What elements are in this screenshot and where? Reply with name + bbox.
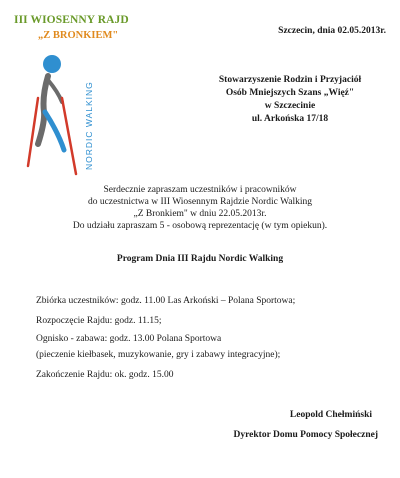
logo-title: III WIOSENNY RAJD (14, 14, 129, 26)
recipient-line: w Szczecinie (264, 101, 316, 111)
program-title: Program Dnia III Rajdu Nordic Walking (116, 254, 284, 264)
walking-pole-2 (28, 98, 38, 166)
invitation-line: „Z Bronkiem" w dniu 22.05.2013r. (133, 209, 267, 219)
invitation-line: Serdecznie zapraszam uczestników i pracowników (103, 185, 297, 195)
walker-arm (48, 80, 62, 102)
date-line: Szczecin, dnia 02.05.2013r. (278, 26, 386, 36)
recipient-address (200, 74, 380, 126)
program-item: Zbiórka uczestników: godz. 11.00 Las Arkoński – Polana Sportowa; (36, 296, 296, 306)
walker-head (43, 55, 61, 73)
recipient-line: Osób Mniejszych Szans „Więź" (225, 88, 355, 98)
signature-name: Leopold Chełmiński (289, 410, 372, 420)
walker-leg (45, 112, 64, 150)
recipient-line: ul. Arkońska 17/18 (251, 114, 329, 124)
invitation-line: do uczestnictwa w III Wiosennym Rajdzie Nordic Walking (87, 197, 313, 207)
program-item: Rozpoczęcie Rajdu: godz. 11.15; (36, 316, 162, 326)
program-item: Zakończenie Rajdu: ok. godz. 15.00 (36, 370, 174, 380)
invitation-line: Do udziału zapraszam 5 - osobową reprezentację (w tym opiekun). (72, 221, 328, 231)
recipient-line: Stowarzyszenie Rodzin i Przyjaciół (218, 75, 362, 85)
invitation-text (30, 184, 370, 232)
signature-title: Dyrektor Domu Pomocy Społecznej (233, 430, 378, 440)
logo-subtitle: „Z BRONKIEM" (38, 30, 119, 41)
nordic-walker-logo (18, 48, 102, 180)
program-item: Ognisko - zabawa: godz. 13.00 Polana Sportowa (36, 334, 222, 344)
logo-vertical-text: NORDIC WALKING (84, 81, 94, 170)
walking-pole-1 (62, 98, 76, 174)
program-item: (pieczenie kiełbasek, muzykowanie, gry i zabawy integracyjne); (36, 350, 281, 360)
